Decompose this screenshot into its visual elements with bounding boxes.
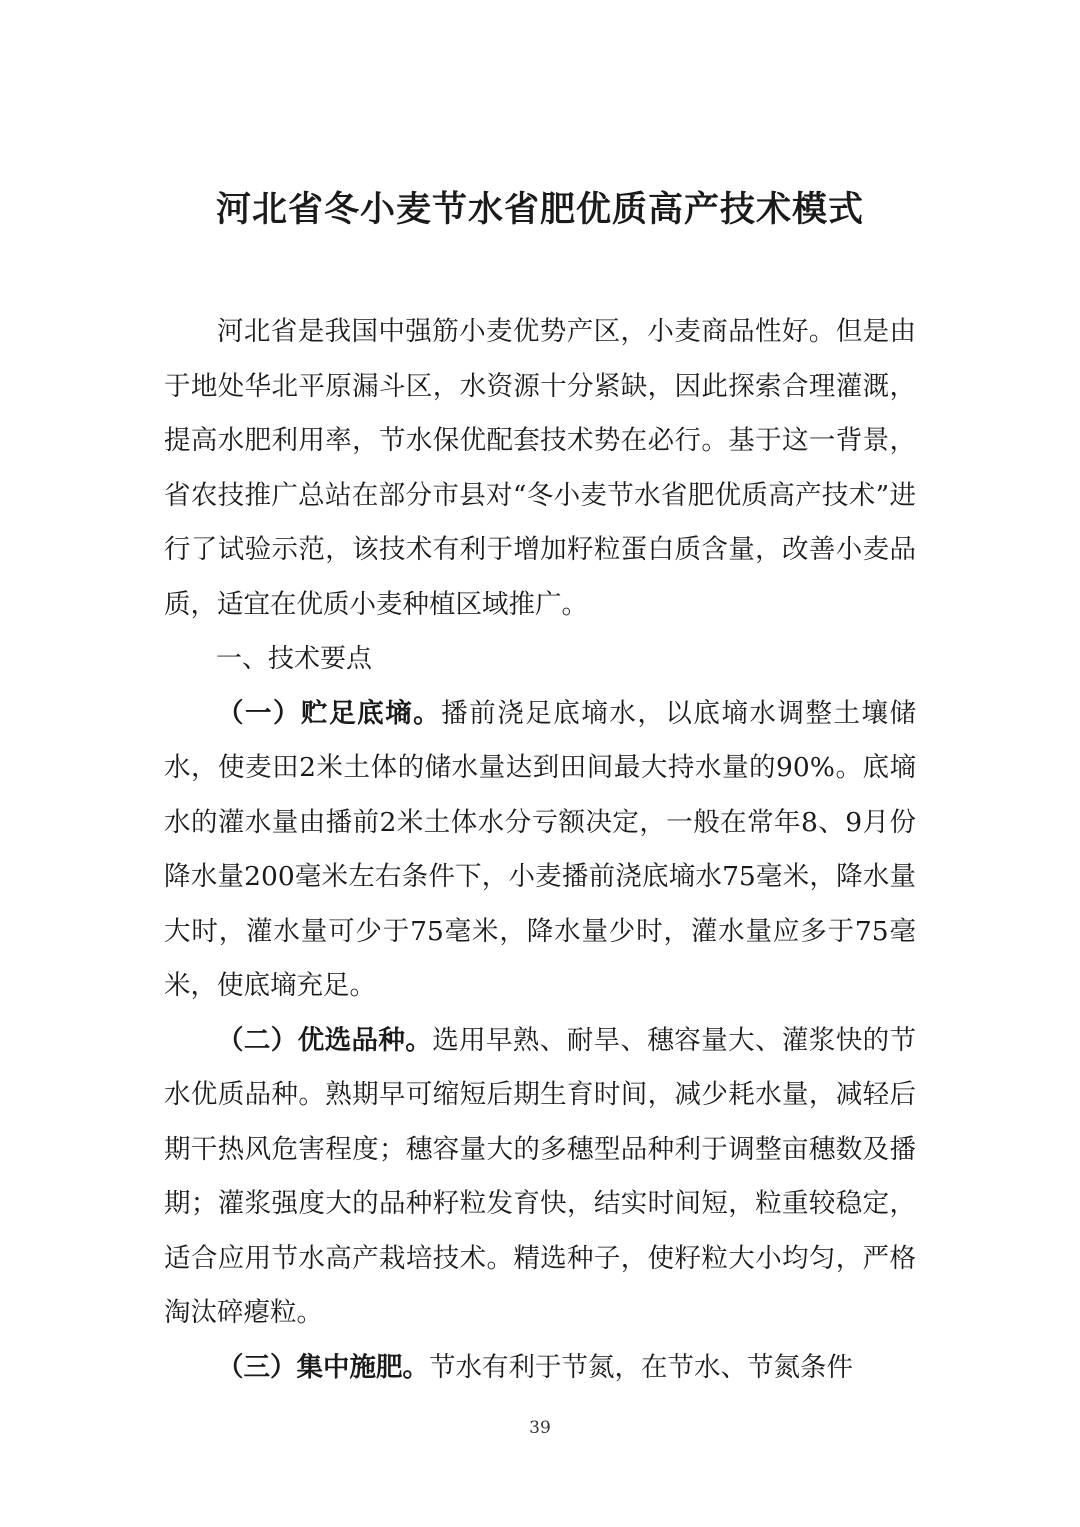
item-lead-2: （二）优选品种。	[217, 1024, 433, 1056]
document-title: 河北省冬小麦节水省肥优质高产技术模式	[215, 190, 864, 230]
item-text-2: 选用早熟、耐旱、穗容量大、灌浆快的节水优质品种。熟期早可缩短后期生育时间，减少耗水量，减轻后期干热风危害程度；穗容量大的多穗型品种利于调整亩穗数及播期；灌浆强度大的品种籽粒发育快，结实时间短，粒重较稳定，适合应用节水高产栽培技术。精选种子，使籽粒大小均匀，严格淘汰碎瘪粒。	[164, 1024, 917, 1328]
page-number: 39	[529, 1418, 551, 1438]
document-body	[164, 305, 916, 1395]
item-lead-3: （三）集中施肥。	[217, 1351, 429, 1383]
item-lead-1: （一）贮足底墒。	[217, 697, 442, 729]
item-text-1: 播前浇足底墒水，以底墒水调整土壤储水，使麦田2米土体的储水量达到田间最大持水量的90%。底墒水的灌水量由播前2米土体水分亏额决定，一般在常年8、9月份降水量200毫米左右条件下，小麦播前浇底墒水75毫米，降水量大时，灌水量可少于75毫米，降水量少时，灌水量应多于75毫米，使底墒充足。	[164, 697, 917, 1001]
item-paragraph-3	[164, 1341, 916, 1396]
section-heading: 一、技术要点	[216, 644, 373, 674]
item-paragraph-2	[164, 1014, 916, 1341]
item-paragraph-1	[164, 687, 916, 1014]
item-text-3: 节水有利于节氮，在节水、节氮条件	[429, 1351, 853, 1383]
intro-paragraph: 河北省是我国中强筋小麦优势产区，小麦商品性好。但是由于地处华北平原漏斗区，水资源十分紧缺，因此探索合理灌溉，提高水肥利用率，节水保优配套技术势在必行。基于这一背景，省农技推广总站在部分市县对“冬小麦节水省肥优质高产技术”进行了试验示范，该技术有利于增加籽粒蛋白质含量，改善小麦品质，适宜在优质小麦种植区域推广。	[164, 316, 916, 620]
